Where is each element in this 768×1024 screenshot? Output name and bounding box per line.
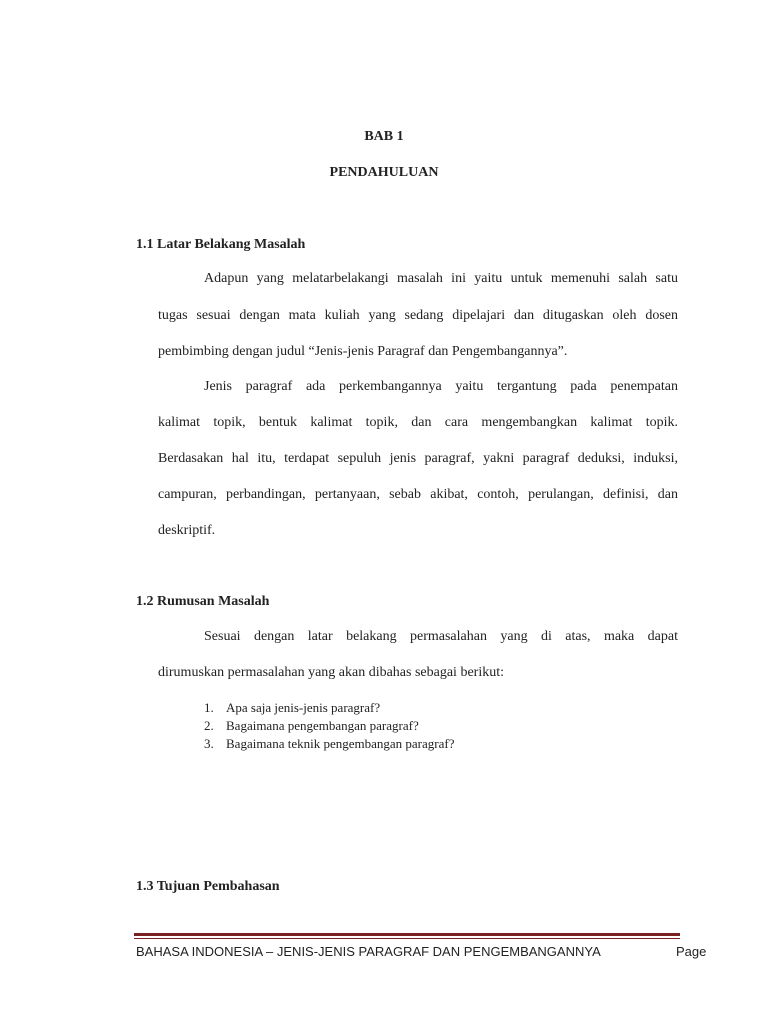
footer-page-label: Page — [676, 944, 707, 959]
list-text: Apa saja jenis-jenis paragraf? — [226, 700, 381, 715]
list-item — [204, 718, 419, 734]
paragraph-line: tugas sesuai dengan mata kuliah yang sedang dipelajari dan ditugaskan oleh dosen — [158, 308, 678, 323]
paragraph-line: pembimbing dengan judul “Jenis-jenis Paragraf dan Pengembangannya”. — [158, 344, 568, 359]
list-item — [204, 700, 380, 716]
paragraph-line: Berdasakan hal itu, terdapat sepuluh jenis paragraf, yakni paragraf deduksi, induksi, — [158, 451, 678, 466]
chapter-title: PENDAHULUAN — [329, 165, 439, 180]
paragraph-line: kalimat topik, bentuk kalimat topik, dan cara mengembangkan kalimat topik. — [158, 415, 678, 430]
footer-title: BAHASA INDONESIA – JENIS-JENIS PARAGRAF DAN PENGEMBANGANNYA — [136, 944, 601, 959]
section-heading-1-2: 1.2 Rumusan Masalah — [136, 594, 270, 609]
list-item — [204, 736, 454, 752]
paragraph-line: dirumuskan permasalahan yang akan dibahas sebagai berikut: — [158, 665, 504, 680]
list-number: 2. — [204, 718, 214, 733]
paragraph-line: Adapun yang melatarbelakangi masalah ini yaitu untuk memenuhi salah satu — [204, 271, 678, 286]
footer-rule — [134, 933, 680, 936]
paragraph-line: Jenis paragraf ada perkembangannya yaitu tergantung pada penempatan — [204, 379, 678, 394]
paragraph-line: Sesuai dengan latar belakang permasalahan yang di atas, maka dapat — [204, 629, 678, 644]
section-heading-1-1: 1.1 Latar Belakang Masalah — [136, 237, 306, 252]
footer-rule-thin — [134, 938, 680, 939]
list-text: Bagaimana pengembangan paragraf? — [226, 718, 419, 733]
chapter-label: BAB 1 — [364, 129, 404, 144]
paragraph-line: deskriptif. — [158, 523, 216, 538]
list-text: Bagaimana teknik pengembangan paragraf? — [226, 736, 455, 751]
section-heading-1-3: 1.3 Tujuan Pembahasan — [136, 879, 280, 894]
list-number: 1. — [204, 700, 214, 715]
paragraph-line: campuran, perbandingan, pertanyaan, sebab akibat, contoh, perulangan, definisi, dan — [158, 487, 678, 502]
list-number: 3. — [204, 736, 214, 751]
